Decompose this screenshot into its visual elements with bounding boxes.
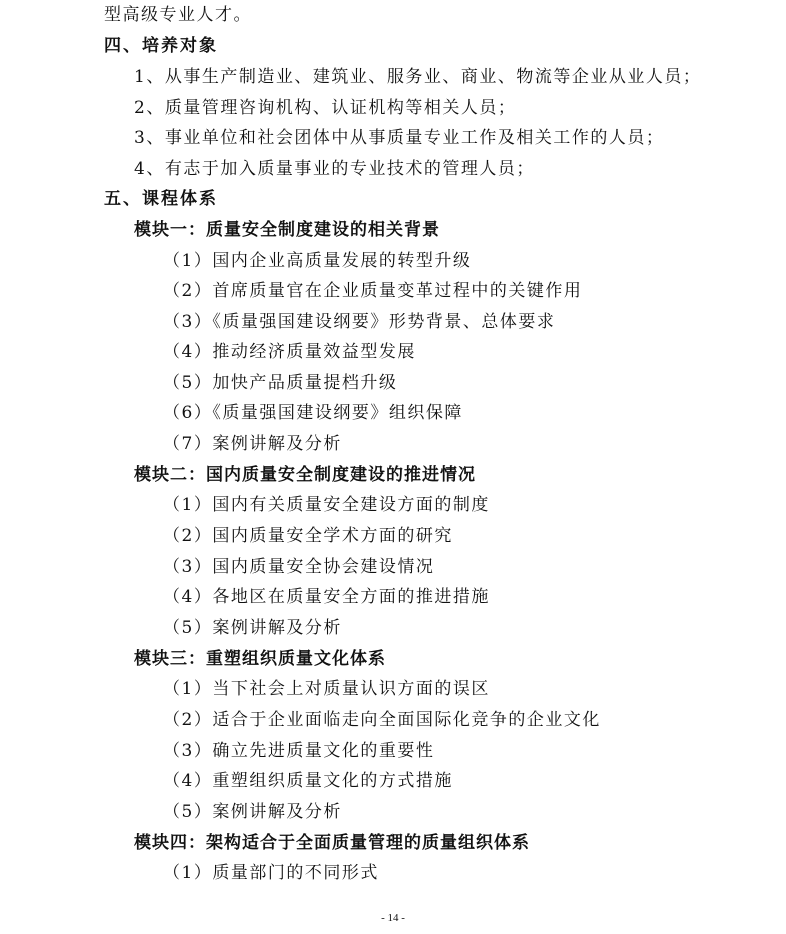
section-heading-course-system: 五、课程体系 <box>104 189 218 209</box>
list-item: （4）各地区在质量安全方面的推进措施 <box>163 587 490 607</box>
page-number: - 14 - <box>381 912 405 924</box>
list-item: 2、质量管理咨询机构、认证机构等相关人员； <box>134 98 517 118</box>
list-item: （3）国内质量安全协会建设情况 <box>163 557 435 577</box>
continuation-text: 型高级专业人才。 <box>104 5 252 25</box>
list-item: （4）重塑组织质量文化的方式措施 <box>163 771 453 791</box>
list-item: （4）推动经济质量效益型发展 <box>163 342 416 362</box>
module-title: 模块三：重塑组织质量文化体系 <box>134 649 386 669</box>
list-item: （3）《质量强国建设纲要》形势背景、总体要求 <box>163 312 556 332</box>
list-item: （1）国内有关质量安全建设方面的制度 <box>163 495 490 515</box>
list-item: （1）当下社会上对质量认识方面的误区 <box>163 679 490 699</box>
list-item: （2）国内质量安全学术方面的研究 <box>163 526 453 546</box>
list-item: （3）确立先进质量文化的重要性 <box>163 741 435 761</box>
list-item: （6）《质量强国建设纲要》组织保障 <box>163 403 463 423</box>
module-title: 模块四：架构适合于全面质量管理的质量组织体系 <box>134 833 530 853</box>
module-title: 模块二：国内质量安全制度建设的推进情况 <box>134 465 476 485</box>
list-item: （2）首席质量官在企业质量变革过程中的关键作用 <box>163 281 583 301</box>
list-item: （5）案例讲解及分析 <box>163 618 342 638</box>
module-title: 模块一：质量安全制度建设的相关背景 <box>134 220 440 240</box>
list-item: （1）国内企业高质量发展的转型升级 <box>163 251 472 271</box>
list-item: （2）适合于企业面临走向全面国际化竞争的企业文化 <box>163 710 601 730</box>
list-item: 4、有志于加入质量事业的专业技术的管理人员； <box>134 159 535 179</box>
list-item: （7）案例讲解及分析 <box>163 434 342 454</box>
list-item: （5）加快产品质量提档升级 <box>163 373 398 393</box>
section-heading-training-targets: 四、培养对象 <box>104 36 218 56</box>
list-item: 1、从事生产制造业、建筑业、服务业、商业、物流等企业从业人员； <box>134 67 702 87</box>
list-item: 3、事业单位和社会团体中从事质量专业工作及相关工作的人员； <box>134 128 665 148</box>
list-item: （5）案例讲解及分析 <box>163 802 342 822</box>
list-item: （1）质量部门的不同形式 <box>163 863 379 883</box>
